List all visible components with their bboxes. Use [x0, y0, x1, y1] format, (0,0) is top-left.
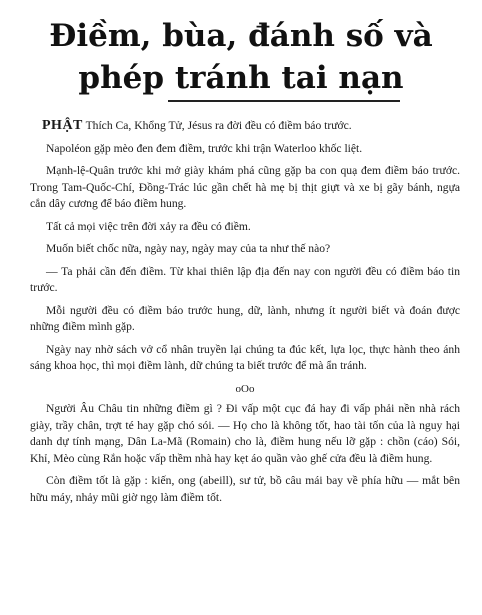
drop-cap: PHẬT: [42, 118, 83, 133]
paragraph-10: Còn điềm tốt là gặp : kiến, ong (abeill), sư tử, bồ câu mái bay về phía hữu — mắt bên hữu máy, nhảy mũi giờ ngọ làm điềm tốt.: [30, 474, 460, 504]
article-body: [30, 118, 460, 512]
paragraph-3: Mạnh-lệ-Quân trước khi mở giày khám phá cũng gặp ba con quạ đem điềm báo trước. Trong Tam-Quốc-Chí, Đồng-Trác lúc gần chết hà mẹ bị thịt giựt và xe bị gãy bánh, ngựa cắn dây cương để báo điềm hung.: [30, 164, 460, 210]
paragraph-8: Ngày nay nhờ sách vở cổ nhân truyền lại chúng ta đúc kết, lựa lọc, thực hành theo ánh sáng khoa học, thì mọi điềm lành, dữ chúng ta biết trước để mà ẩn tránh.: [30, 342, 460, 372]
paragraph-2: Napoléon gặp mèo đen đem điềm, trước khi trận Waterloo khốc liệt.: [46, 141, 363, 155]
title-line-2: phép tránh tai nạn: [78, 60, 404, 96]
section-separator: oOo: [235, 382, 255, 395]
paragraph-6: — Ta phải cần đến điềm. Từ khai thiên lập địa đến nay con người đều có điềm báo tin trước.: [30, 264, 460, 294]
paragraph-9: Người Âu Châu tin những điềm gì ? Đi vấp một cục đá hay đi vấp phải nền nhà rách giày, trầy chân, trợt té hay gặp chó sói. — Họ cho là không tốt, hao tài tốn của là nguy hại danh dự tính mạng, Dân La-Mã (Romain) cho là, điềm hung nếu lỡ gặp : chồn (cáo) Sói, Khỉ, Mèo cùng Rắn hoặc vấp thềm nhà hay kẹt áo quần vào ghế cửa đều là điềm hung.: [30, 402, 460, 465]
paragraph-4: Tất cả mọi việc trên đời xảy ra đều có điềm.: [46, 219, 251, 233]
paragraph-5: Muốn biết chốc nữa, ngày nay, ngày may của ta như thế nào?: [46, 242, 331, 255]
title-line-1: Điềm, bùa, đánh số và: [49, 18, 433, 54]
title-underline: [168, 100, 400, 102]
paragraph-7: Mỗi người đều có điềm báo trước hung, dữ, lành, nhưng ít người biết và đoán được những điềm mình gặp.: [30, 303, 460, 333]
paragraph-1: PHẬT Thích Ca, Khổng Tử, Jésus ra đời đều có điềm báo trước.: [42, 118, 352, 133]
